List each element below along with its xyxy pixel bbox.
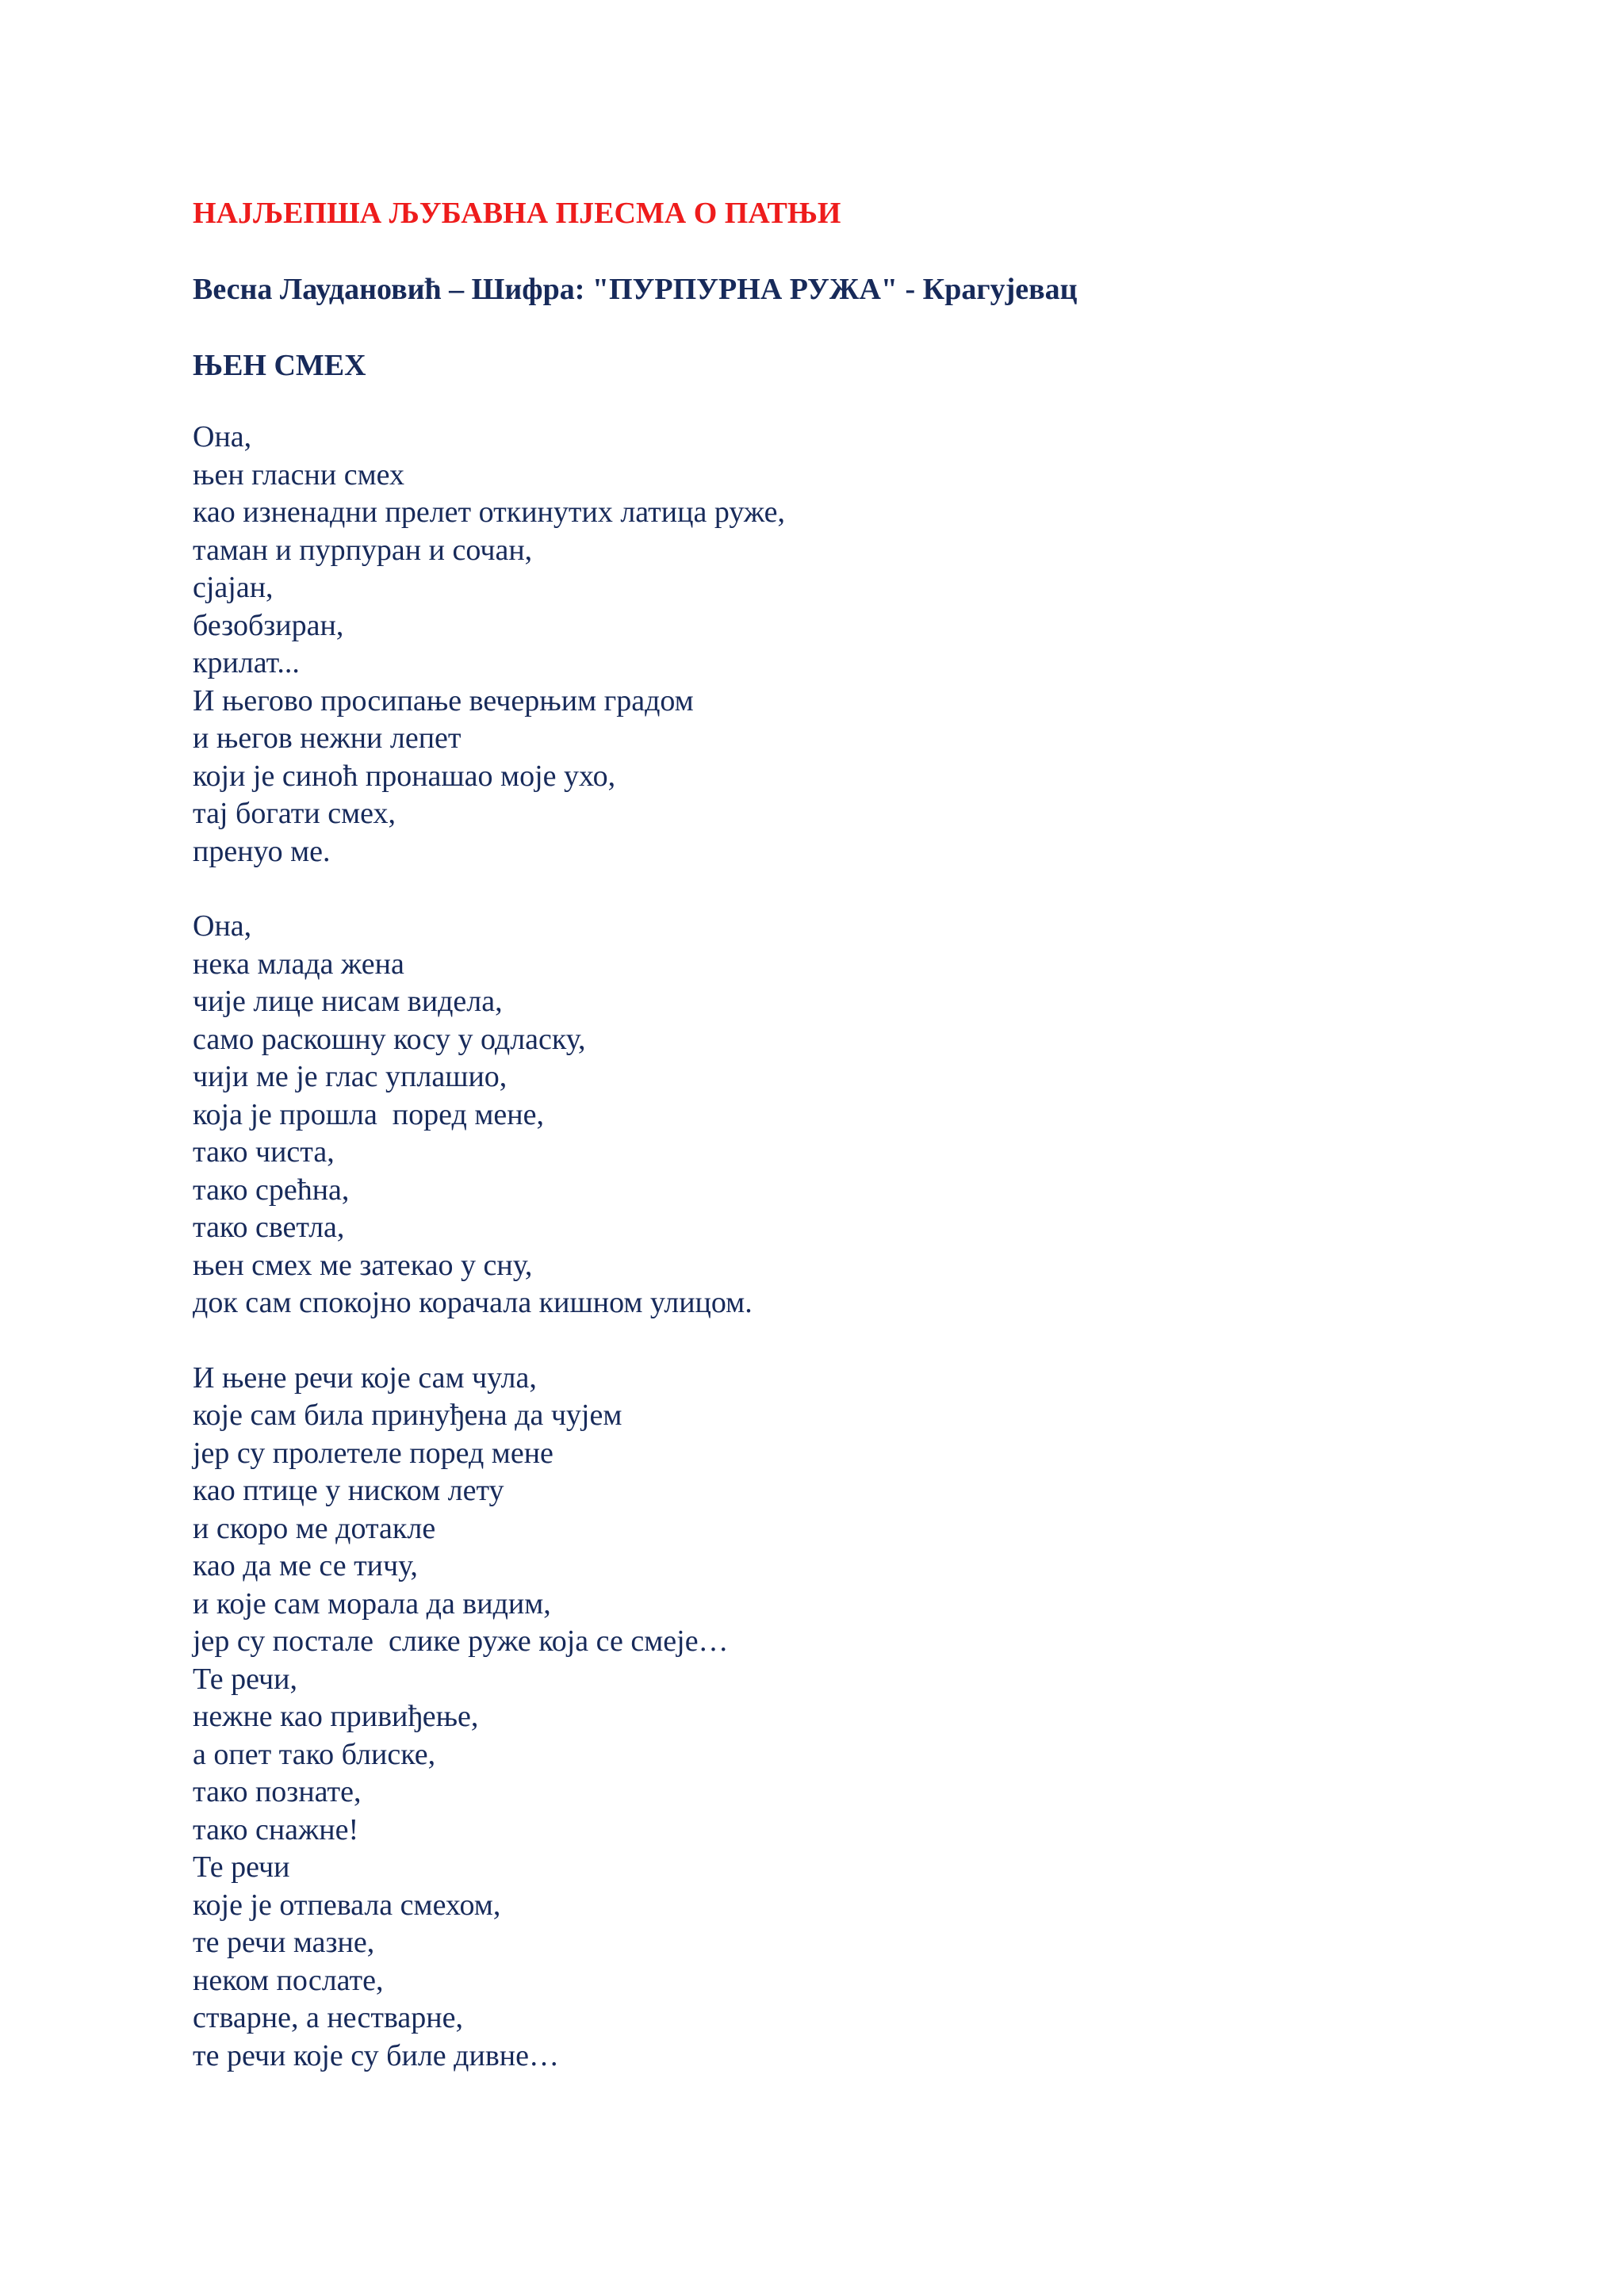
poem-line: као да ме се тичу, (193, 1549, 418, 1582)
poem-line: пренуо ме. (193, 834, 331, 868)
poem-line: Те речи (193, 1850, 290, 1884)
poem-line: и које сам морала да видим, (193, 1586, 551, 1621)
poem-line: те речи које су биле дивне… (193, 2038, 559, 2072)
poem-line: нежне као привиђење, (193, 1700, 479, 1733)
poem-title: ЊЕН СМЕХ (193, 349, 366, 382)
poem-line: које сам била принуђена да чујем (193, 1399, 622, 1432)
author-line: Весна Лаудановић – Шифра: "ПУРПУРНА РУЖА" - Крагујевац (193, 273, 1078, 306)
poem-line: тај богати смех, (193, 797, 396, 830)
poem-line: и скоро ме дотакле (193, 1511, 436, 1545)
document-content (193, 190, 1541, 2112)
stanza (193, 419, 1541, 871)
poem-line: те речи мазне, (193, 1926, 375, 1959)
poem-line: који је синоћ пронашао моје ухо, (193, 759, 616, 793)
poem-line: И њене речи које сам чула, (193, 1360, 537, 1395)
poem-line: јер су пролетеле поред мене (193, 1436, 553, 1470)
poem-line: сјајан, (193, 571, 274, 604)
poem-line: као изненадни прелет откинутих латица руже, (193, 496, 785, 529)
poem-line: њен гласни смех (193, 457, 404, 492)
poem-line: док сам спокојно корачала кишном улицом. (193, 1286, 753, 1319)
poem-line: као птице у ниском лету (193, 1474, 504, 1507)
poem-line: Она, (193, 420, 252, 453)
poem-line: тако снажне! (193, 1812, 359, 1846)
poem-line: а опет тако блиске, (193, 1737, 436, 1771)
poem-line: нека млада жена (193, 947, 404, 981)
poem-line: И његово просипање вечерњим градом (193, 683, 694, 718)
poem-line: Те речи, (193, 1662, 297, 1696)
poem-line: чије лице нисам видела, (193, 985, 503, 1018)
poem-line: само раскошну косу у одласку, (193, 1022, 586, 1056)
poem-line: које је отпевала смехом, (193, 1888, 501, 1922)
stanza (193, 908, 1541, 1322)
poem-line: стварне, а нестварне, (193, 2001, 463, 2034)
poem-line: тако чиста, (193, 1135, 335, 1169)
poem-line: и његов нежни лепет (193, 721, 462, 755)
poem-line: тако познате, (193, 1775, 362, 1808)
document-title: НАЈЉЕПША ЉУБАВНА ПЈЕСМА О ПАТЊИ (193, 197, 841, 230)
poem-line: чији ме је глас уплашио, (193, 1060, 508, 1093)
poem-line: Она, (193, 909, 252, 943)
poem-line: тако срећна, (193, 1173, 350, 1207)
poem-body (193, 419, 1541, 2075)
poem-line: неком послате, (193, 1963, 384, 1997)
poem-line: безобзиран, (193, 608, 344, 642)
poem-line: која је прошла поред мене, (193, 1097, 544, 1131)
poem-line: тако светла, (193, 1211, 345, 1244)
stanza (193, 1360, 1541, 2076)
poem-line: њен смех ме затекао у сну, (193, 1248, 533, 1282)
poem-line: јер су постале слике руже која се смеје… (193, 1624, 729, 1658)
poem-line: крилат... (193, 646, 300, 679)
poem-line: таман и пурпуран и сочан, (193, 533, 533, 567)
